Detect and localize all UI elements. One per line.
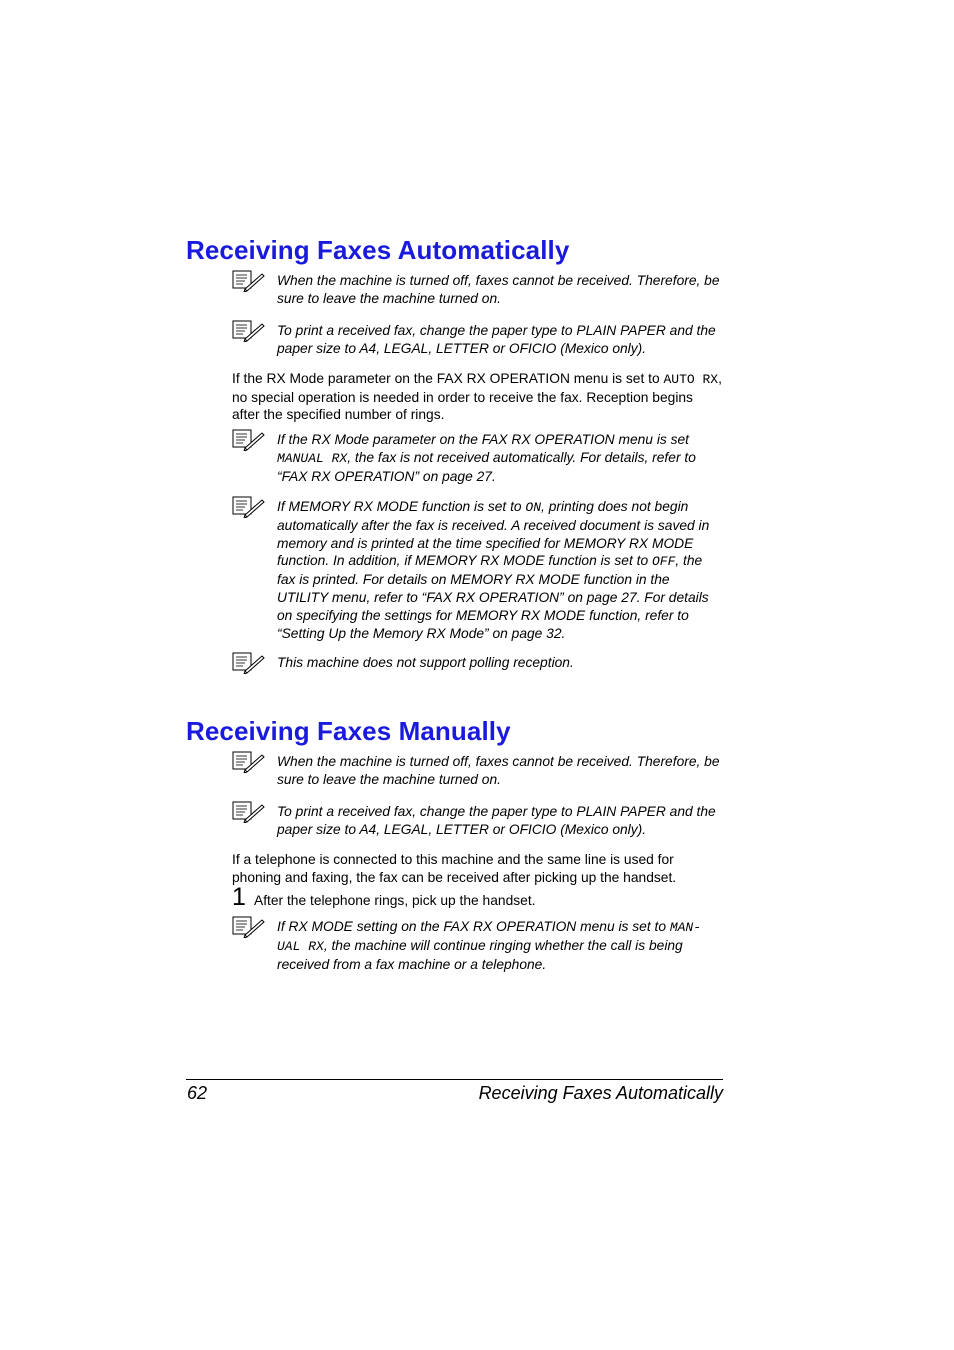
note-pencil-icon bbox=[232, 916, 266, 938]
note-power-on bbox=[232, 753, 724, 789]
note-text: This machine does not support polling reception. bbox=[277, 655, 574, 670]
note-polling bbox=[232, 654, 724, 672]
note-text: If MEMORY RX MODE function is set to ON, printing does not begin automatically after the fax is received. A received document is saved in memory and is printed at the time specified for MEMORY RX MODE function. In addition, if MEMORY RX MODE function is set to OFF, the fax is printed. For details on MEMORY RX MODE function in the UTILITY menu, refer to “FAX RX OPERATION” on page 27. For details on specifying the settings for MEMORY RX MODE function, refer to “Setting Up the Memory RX Mode” on page 32. bbox=[277, 499, 710, 641]
note-paper-type bbox=[232, 322, 724, 358]
note-text: To print a received fax, change the paper type to PLAIN PAPER and the paper size to A4, LEGAL, LETTER or OFICIO (Mexico only). bbox=[277, 804, 716, 837]
note-pencil-icon bbox=[232, 270, 266, 292]
note-text: If RX MODE setting on the FAX RX OPERATION menu is set to MAN-UAL RX, the machine will continue ringing whether the call is being received from a fax machine or a telephone. bbox=[277, 919, 702, 972]
note-memory-rx bbox=[232, 498, 724, 642]
note-text: When the machine is turned off, faxes cannot be received. Therefore, be sure to leave the machine turned on. bbox=[277, 273, 720, 306]
footer-running-title: Receiving Faxes Automatically bbox=[478, 1083, 723, 1103]
section-heading-manual: Receiving Faxes Manually bbox=[186, 716, 511, 746]
note-text: To print a received fax, change the paper type to PLAIN PAPER and the paper size to A4, LEGAL, LETTER or OFICIO (Mexico only). bbox=[277, 323, 716, 356]
note-pencil-icon bbox=[232, 320, 266, 342]
note-power-on bbox=[232, 272, 724, 308]
note-pencil-icon bbox=[232, 429, 266, 451]
note-pencil-icon bbox=[232, 496, 266, 518]
step-text: After the telephone rings, pick up the handset. bbox=[254, 893, 536, 908]
note-pencil-icon bbox=[232, 652, 266, 674]
note-pencil-icon bbox=[232, 751, 266, 773]
section-heading-automatic: Receiving Faxes Automatically bbox=[186, 235, 570, 265]
note-text: If the RX Mode parameter on the FAX RX OPERATION menu is set MANUAL RX, the fax is not received automatically. For details, refer to “FAX RX OPERATION” on page 27. bbox=[277, 432, 696, 484]
body-paragraph-telephone: If a telephone is connected to this machine and the same line is used for phoning and faxing, the fax can be received after picking up the handset. bbox=[232, 852, 677, 885]
note-manual-rx bbox=[232, 431, 724, 485]
note-paper-type bbox=[232, 803, 724, 839]
note-text: When the machine is turned off, faxes cannot be received. Therefore, be sure to leave the machine turned on. bbox=[277, 754, 720, 787]
note-pencil-icon bbox=[232, 801, 266, 823]
body-paragraph-auto-rx: If the RX Mode parameter on the FAX RX OPERATION menu is set to AUTO RX, no special operation is needed in order to receive the fax. Reception begins after the specified number of rings. bbox=[232, 371, 722, 422]
footer-divider bbox=[186, 1079, 723, 1080]
step-number: 1 bbox=[232, 883, 246, 911]
note-manual-ringing bbox=[232, 918, 724, 973]
page-number: 62 bbox=[187, 1083, 208, 1103]
